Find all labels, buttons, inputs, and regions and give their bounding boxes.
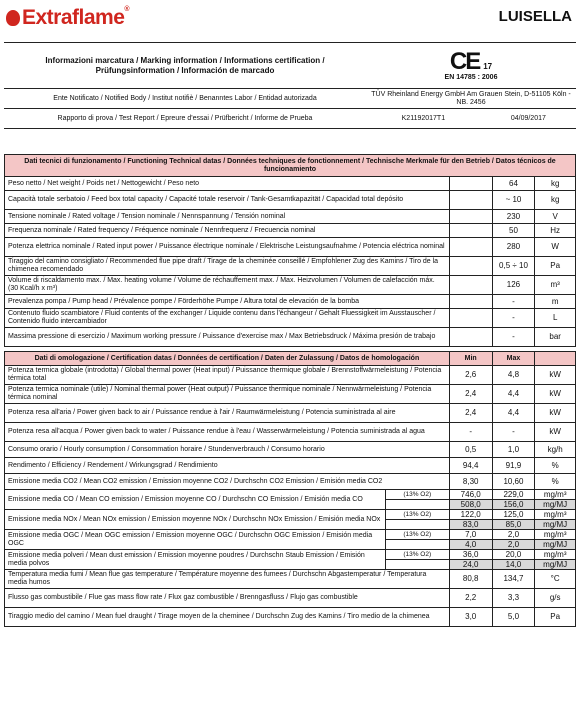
row-unit: Pa	[535, 608, 576, 627]
ce-year: 17	[483, 61, 493, 71]
ce-block	[366, 43, 576, 89]
notified-body-label: Ente Notificato / Notified Body / Institut notifiè / Benanntes Labor / Entidad autorizada	[4, 89, 366, 109]
empty-cell	[449, 177, 492, 191]
row-label: Flusso gas combustibile / Flue gas mass flow rate / Flux gaz combustible / Brenngasfluss / Flujo gas combustible	[5, 589, 450, 608]
row-max: 3,3	[492, 589, 535, 608]
table-row	[5, 276, 576, 295]
row-label: Massima pressione di esercizio / Maximum working pressure / Puissance d'exercise max / Max Betriebsdruck / Máxima presión de trabajo	[5, 328, 450, 347]
row-label: Emissione media polveri / Mean dust emission / Emission moyenne poudres / Durchschn Staub Emission / Emisión media polvos	[5, 550, 386, 570]
report-date: 04/09/2017	[481, 109, 576, 129]
row-max: 1,0	[492, 442, 535, 458]
emission-row	[5, 490, 576, 500]
row-max: 134,7	[492, 570, 535, 589]
row-unit: °C	[535, 570, 576, 589]
brand-logo	[6, 6, 129, 30]
row-max-mj: 156,0	[492, 500, 535, 510]
empty-cell	[449, 309, 492, 328]
row-unit-mj: mg/MJ	[535, 520, 576, 530]
table-row	[5, 366, 576, 385]
row-min: 122,0	[449, 510, 492, 520]
row-min: 2,4	[449, 385, 492, 404]
row-max: 229,0	[492, 490, 535, 500]
row-min: 2,6	[449, 366, 492, 385]
marking-title: Informazioni marcatura / Marking information / Informations certification / Prüfungsinformation / Información de marcado	[4, 43, 366, 89]
ce-mark-icon: CE	[449, 47, 480, 75]
min-header: Min	[449, 352, 492, 366]
table-row	[5, 404, 576, 423]
row-unit: Hz	[535, 224, 576, 238]
o2-reference: (13% O2)	[385, 550, 449, 560]
row-max: 125,0	[492, 510, 535, 520]
homologation-header	[5, 347, 576, 366]
row-unit: kg	[535, 191, 576, 210]
row-unit: m	[535, 295, 576, 309]
row-label: Consumo orario / Hourly consumption / Consommation horaire / Stundenverbrauch / Consumo horario	[5, 442, 450, 458]
row-label: Tensione nominale / Rated voltage / Tension nominale / Nennspannung / Tensión nominal	[5, 210, 450, 224]
table-row	[5, 442, 576, 458]
row-value: 126	[492, 276, 535, 295]
row-value: 230	[492, 210, 535, 224]
row-min: 2,2	[449, 589, 492, 608]
table-row	[5, 177, 576, 191]
row-unit: mg/m³	[535, 550, 576, 560]
table-row	[5, 589, 576, 608]
row-label: Emissione media NOx / Mean NOx emission / Emission moyenne NOx / Durchschn NOx Emission / Emisión media NOx	[5, 510, 386, 530]
report-label: Rapporto di prova / Test Report / Epreure d'essai / Prüfbericht / Informe de Prueba	[4, 109, 366, 129]
o2-reference: (13% O2)	[385, 490, 449, 500]
row-unit: mg/m³	[535, 490, 576, 500]
row-label: Potenza termica nominale (utile) / Nominal thermal power (Heat output) / Puissance thermique nominale / Nennwärmeleistung / Potencia térmica nominal	[5, 385, 450, 404]
table-row	[5, 458, 576, 474]
empty-cell	[449, 257, 492, 276]
row-value: 0,5 ÷ 10	[492, 257, 535, 276]
row-label: Emissione media CO / Mean CO emission / Emission moyenne CO / Durchschn CO Emission / Emisión media CO	[5, 490, 386, 510]
row-label: Contenuto fluido scambiatore / Fluid contents of the exchanger / Liquide contenu dans l'échangeur / Gehalt Fluessigkeit im Ausstauscher / Contenido fluido intercambiador	[5, 309, 450, 328]
row-min: 7,0	[449, 530, 492, 540]
row-min: 80,8	[449, 570, 492, 589]
row-label: Potenza elettrica nominale / Rated input power / Puissance électrique nominale / Elektrische Leistungsaufnahme / Potencia eléctrica nominal	[5, 238, 450, 257]
empty-cell	[449, 328, 492, 347]
row-max: 20,0	[492, 550, 535, 560]
row-min-mj: 24,0	[449, 560, 492, 570]
marking-table	[4, 42, 576, 129]
empty-cell	[449, 276, 492, 295]
table-row	[5, 570, 576, 589]
row-value: -	[492, 295, 535, 309]
empty-cell	[385, 520, 449, 530]
row-label: Rendimento / Efficiency / Rendement / Wirkungsgrad / Rendimiento	[5, 458, 450, 474]
report-number: K21192017T1	[366, 109, 481, 129]
table-row	[5, 385, 576, 404]
row-max: 10,60	[492, 474, 535, 490]
row-unit: V	[535, 210, 576, 224]
row-value: 280	[492, 238, 535, 257]
row-max: -	[492, 423, 535, 442]
row-unit: mg/m³	[535, 510, 576, 520]
row-label: Emissione media OGC / Mean OGC emission / Emission moyenne OGC / Durchschn OGC Emission / Emisión media OGC	[5, 530, 386, 550]
row-unit-mj: mg/MJ	[535, 560, 576, 570]
row-unit: bar	[535, 328, 576, 347]
row-label: Tiraggio medio del camino / Mean fuel draught / Tirage moyen de la cheminee / Durchschn Zug des Kamins / Tiro medio de la chimenea	[5, 608, 450, 627]
row-max: 5,0	[492, 608, 535, 627]
data-table	[4, 154, 576, 627]
row-unit: kg/h	[535, 442, 576, 458]
registered-icon: ®	[124, 6, 130, 13]
row-unit: Pa	[535, 257, 576, 276]
empty-cell	[449, 224, 492, 238]
technical-section	[5, 155, 576, 347]
empty-cell	[385, 540, 449, 550]
row-min: 8,30	[449, 474, 492, 490]
row-label: Emissione media CO2 / Mean CO2 emission / Emission moyenne CO2 / Durchschn CO2 Emission / Emisión media CO2	[5, 474, 450, 490]
row-min-mj: 508,0	[449, 500, 492, 510]
row-min: -	[449, 423, 492, 442]
empty-cell	[449, 238, 492, 257]
row-min-mj: 4,0	[449, 540, 492, 550]
table-row	[5, 191, 576, 210]
row-label: Capacità totale serbatoio / Feed box total capacity / Capacité totale reservoir / Tank-Gesamtkapazität / Capacidad total depósito	[5, 191, 450, 210]
row-label: Prevalenza pompa / Pump head / Prévalence pompe / Förderhöhe Pumpe / Altura total de elevación de la bomba	[5, 295, 450, 309]
model-name: LUISELLA	[498, 8, 572, 25]
notified-body-value: TÜV Rheinland Energy GmbH Am Grauen Stein, D-51105 Köln - NB. 2456	[366, 89, 576, 109]
table-row	[5, 295, 576, 309]
table-row	[5, 210, 576, 224]
emission-row	[5, 510, 576, 520]
row-value: -	[492, 309, 535, 328]
row-unit: L	[535, 309, 576, 328]
row-value: -	[492, 328, 535, 347]
homologation-title: Dati di omologazione / Certification datas / Données de certification / Daten der Zulassung / Datos de homologación	[5, 352, 450, 366]
table-row	[5, 608, 576, 627]
header	[0, 0, 580, 40]
emission-row	[5, 550, 576, 560]
row-unit: kW	[535, 423, 576, 442]
row-min-mj: 83,0	[449, 520, 492, 530]
row-unit-mj: mg/MJ	[535, 500, 576, 510]
table-row	[5, 309, 576, 328]
row-min: 3,0	[449, 608, 492, 627]
row-min: 36,0	[449, 550, 492, 560]
empty-cell	[385, 500, 449, 510]
empty-cell	[449, 210, 492, 224]
row-unit: %	[535, 458, 576, 474]
o2-reference: (13% O2)	[385, 530, 449, 540]
brand-name: Extraflame	[22, 6, 125, 29]
row-unit: kW	[535, 385, 576, 404]
max-header: Max	[492, 352, 535, 366]
row-label: Potenza resa all'acqua / Power given back to water / Puissance rendue à l'eau / Wasserwärmeleistung / Potencia suministrada al agua	[5, 423, 450, 442]
row-label: Potenza termica globale (introdotta) / Global thermal power (Heat input) / Puissance thermique globale / Brennstoffwärmeleistung / Potencia térmica total	[5, 366, 450, 385]
row-unit: m³	[535, 276, 576, 295]
row-unit: W	[535, 238, 576, 257]
row-label: Frequenza nominale / Rated frequency / Fréquence nominale / Nennfrequenz / Frecuencia nominal	[5, 224, 450, 238]
row-max-mj: 2,0	[492, 540, 535, 550]
table-row	[5, 224, 576, 238]
row-unit: %	[535, 474, 576, 490]
norm-reference: EN 14785 : 2006	[444, 73, 498, 81]
row-max-mj: 85,0	[492, 520, 535, 530]
homologation-section	[5, 366, 576, 627]
row-label: Temperatura media fumi / Mean flue gas temperature / Température moyenne des fumees / Durchschn Abgastemperatur / Temperatura media humos	[5, 570, 450, 589]
row-max: 2,0	[492, 530, 535, 540]
row-max: 4,8	[492, 366, 535, 385]
row-unit: kW	[535, 404, 576, 423]
row-label: Tiraggio del camino consigliato / Recommended flue pipe draft / Tirage de la cheminée conseillé / Empfohlener Zug des Kamins / Tiro de la chimenea recomendado	[5, 257, 450, 276]
row-unit: mg/m³	[535, 530, 576, 540]
row-max: 91,9	[492, 458, 535, 474]
row-min: 0,5	[449, 442, 492, 458]
row-value: ~ 10	[492, 191, 535, 210]
row-unit: kg	[535, 177, 576, 191]
row-value: 64	[492, 177, 535, 191]
row-unit: g/s	[535, 589, 576, 608]
row-unit: kW	[535, 366, 576, 385]
table-row	[5, 257, 576, 276]
o2-reference: (13% O2)	[385, 510, 449, 520]
table-row	[5, 423, 576, 442]
row-label: Volume di riscaldamento max. / Max. heating volume / Volume de réchauffement max. / Max. Heizvolumen / Volumen de calefacción máx. (30 Kcal/h x m³)	[5, 276, 450, 295]
row-value: 50	[492, 224, 535, 238]
emission-row	[5, 530, 576, 540]
row-min: 94,4	[449, 458, 492, 474]
row-min: 746,0	[449, 490, 492, 500]
table-row	[5, 238, 576, 257]
row-unit-mj: mg/MJ	[535, 540, 576, 550]
empty-cell	[449, 191, 492, 210]
table-row	[5, 328, 576, 347]
row-max: 4,4	[492, 404, 535, 423]
table-row	[5, 474, 576, 490]
row-min: 2,4	[449, 404, 492, 423]
technical-title: Dati tecnici di funzionamento / Functioning Technical datas / Données techniques de fonctionnement / Technische Merkmale für den Betrieb / Datos técnicos de funcionamiento	[5, 155, 576, 177]
row-label: Potenza resa all'aria / Power given back to air / Puissance rendue à l'air / Raumwärmeleistung / Potencia suministrada al aire	[5, 404, 450, 423]
row-max: 4,4	[492, 385, 535, 404]
flame-icon	[6, 10, 20, 26]
row-label: Peso netto / Net weight / Poids net / Nettogewicht / Peso neto	[5, 177, 450, 191]
empty-cell	[385, 560, 449, 570]
row-max-mj: 14,0	[492, 560, 535, 570]
empty-cell	[449, 295, 492, 309]
